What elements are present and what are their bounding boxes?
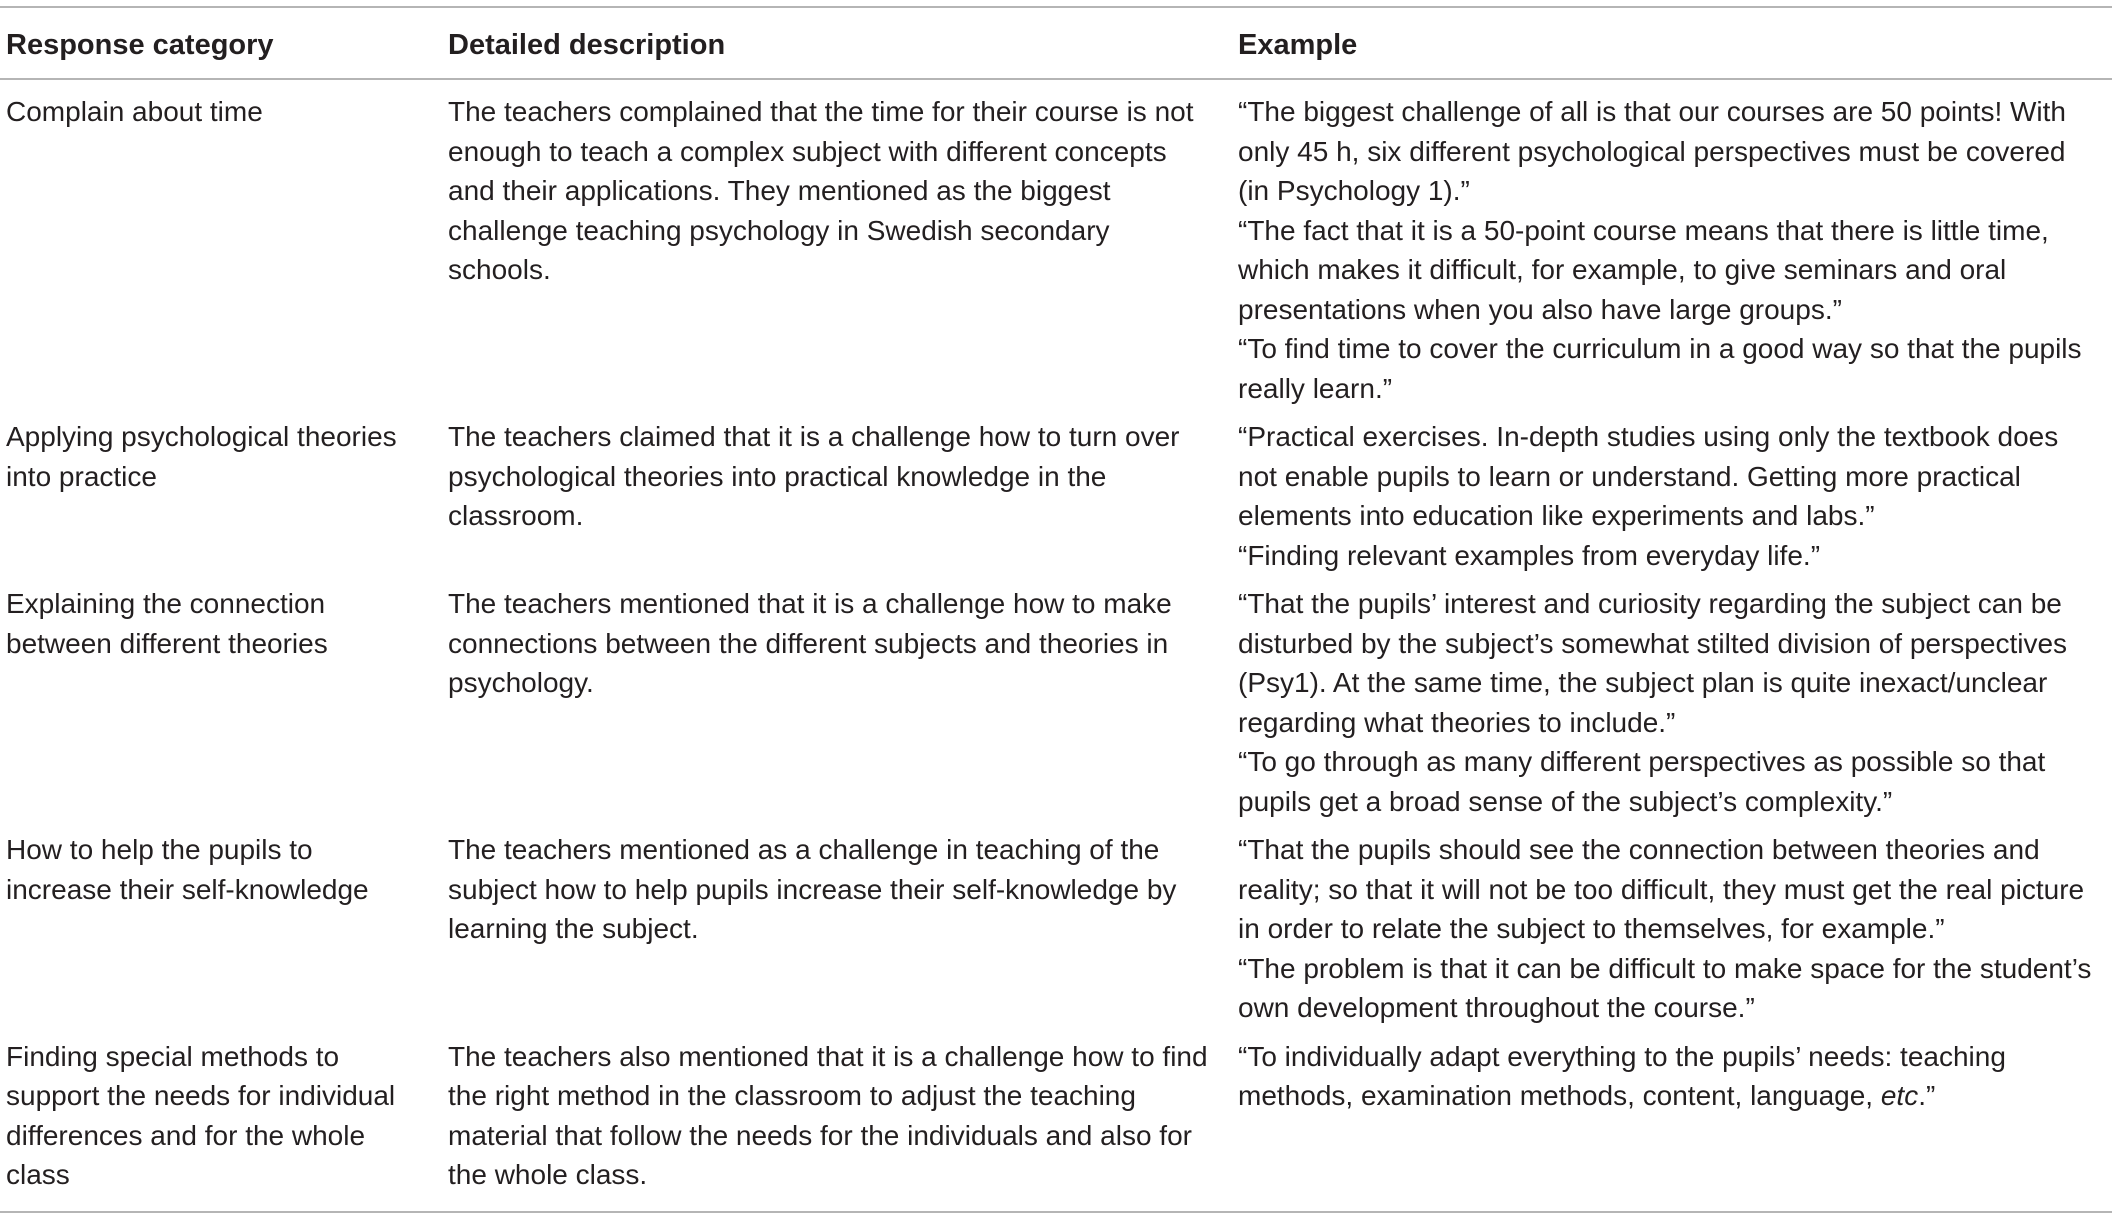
example-quote: “That the pupils’ interest and curiosity regarding the subject can be disturbed by the subject’s somewhat stilted division of perspectives (Psy1). At the same time, the subject plan is quite inexact/unclear regarding what theories to include.” — [1238, 588, 2068, 738]
example-quote-italic: etc — [1880, 1080, 1919, 1111]
response-category-table — [0, 6, 2112, 1213]
row-description: The teachers mentioned that it is a challenge how to make connections between the different subjects and theories in psychology. — [448, 588, 1172, 698]
example-quote: “To individually adapt everything to the pupils’ needs: teaching methods, examination methods, content, language, — [1238, 1040, 2006, 1111]
example-quote: “The biggest challenge of all is that our courses are 50 points! With only 45 h, six different psychological perspectives must be covered (in Psychology 1).” — [1238, 96, 2066, 206]
data-table-container — [0, 6, 2112, 1213]
row-description: The teachers mentioned as a challenge in teaching of the subject how to help pupils increase their self-knowledge by learning the subject. — [448, 834, 1177, 944]
table-row — [0, 412, 2112, 579]
example-quote: “Finding relevant examples from everyday life.” — [1238, 539, 1821, 571]
row-category: Finding special methods to support the needs for individual differences and for the whole class — [6, 1040, 396, 1190]
example-quote: “The fact that it is a 50-point course means that there is little time, which makes it difficult, for example, to give seminars and oral presentations when you also have large groups.” — [1238, 214, 2049, 325]
row-examples — [1232, 79, 2112, 412]
example-quote: “That the pupils should see the connection between theories and reality; so that it will not be too difficult, they must get the real picture in order to relate the subject to themselves, for example.” — [1238, 834, 2085, 944]
row-description: The teachers claimed that it is a challenge how to turn over psychological theories into practical knowledge in the classroom. — [448, 421, 1180, 531]
table-row — [0, 825, 2112, 1032]
row-examples — [1232, 1032, 2112, 1212]
header-detailed-description: Detailed description — [448, 29, 726, 61]
row-category: How to help the pupils to increase their self-knowledge — [6, 834, 369, 905]
row-category: Applying psychological theories into practice — [6, 421, 397, 492]
header-response-category: Response category — [6, 29, 274, 61]
header-example: Example — [1238, 29, 1358, 61]
row-category: Explaining the connection between different theories — [6, 588, 328, 659]
example-quote-end: .” — [1918, 1080, 1936, 1111]
row-description: The teachers also mentioned that it is a challenge how to find the right method in the classroom to adjust the teaching material that follow the needs for the individuals and also for the whole class. — [448, 1040, 1208, 1190]
table-header — [0, 7, 2112, 79]
example-quote: “Practical exercises. In-depth studies using only the textbook does not enable pupils to learn or understand. Getting more practical elements into education like experiments and labs.” — [1238, 421, 2059, 531]
row-examples — [1232, 825, 2112, 1032]
example-quote: “To go through as many different perspectives as possible so that pupils get a broad sense of the subject’s complexity.” — [1238, 746, 2046, 817]
table-body — [0, 79, 2112, 1212]
table-row — [0, 579, 2112, 825]
example-quote: “The problem is that it can be difficult to make space for the student’s own development throughout the course.” — [1238, 952, 2092, 1023]
row-category: Complain about time — [6, 96, 263, 127]
row-description: The teachers complained that the time for their course is not enough to teach a complex subject with different concepts and their applications. They mentioned as the biggest challenge teaching psychology in Swedish secondary schools. — [448, 96, 1194, 285]
row-examples — [1232, 579, 2112, 825]
table-row — [0, 79, 2112, 412]
row-examples — [1232, 412, 2112, 579]
example-quote: “To find time to cover the curriculum in a good way so that the pupils really learn.” — [1238, 333, 2082, 404]
header-row — [0, 7, 2112, 79]
table-row — [0, 1032, 2112, 1212]
